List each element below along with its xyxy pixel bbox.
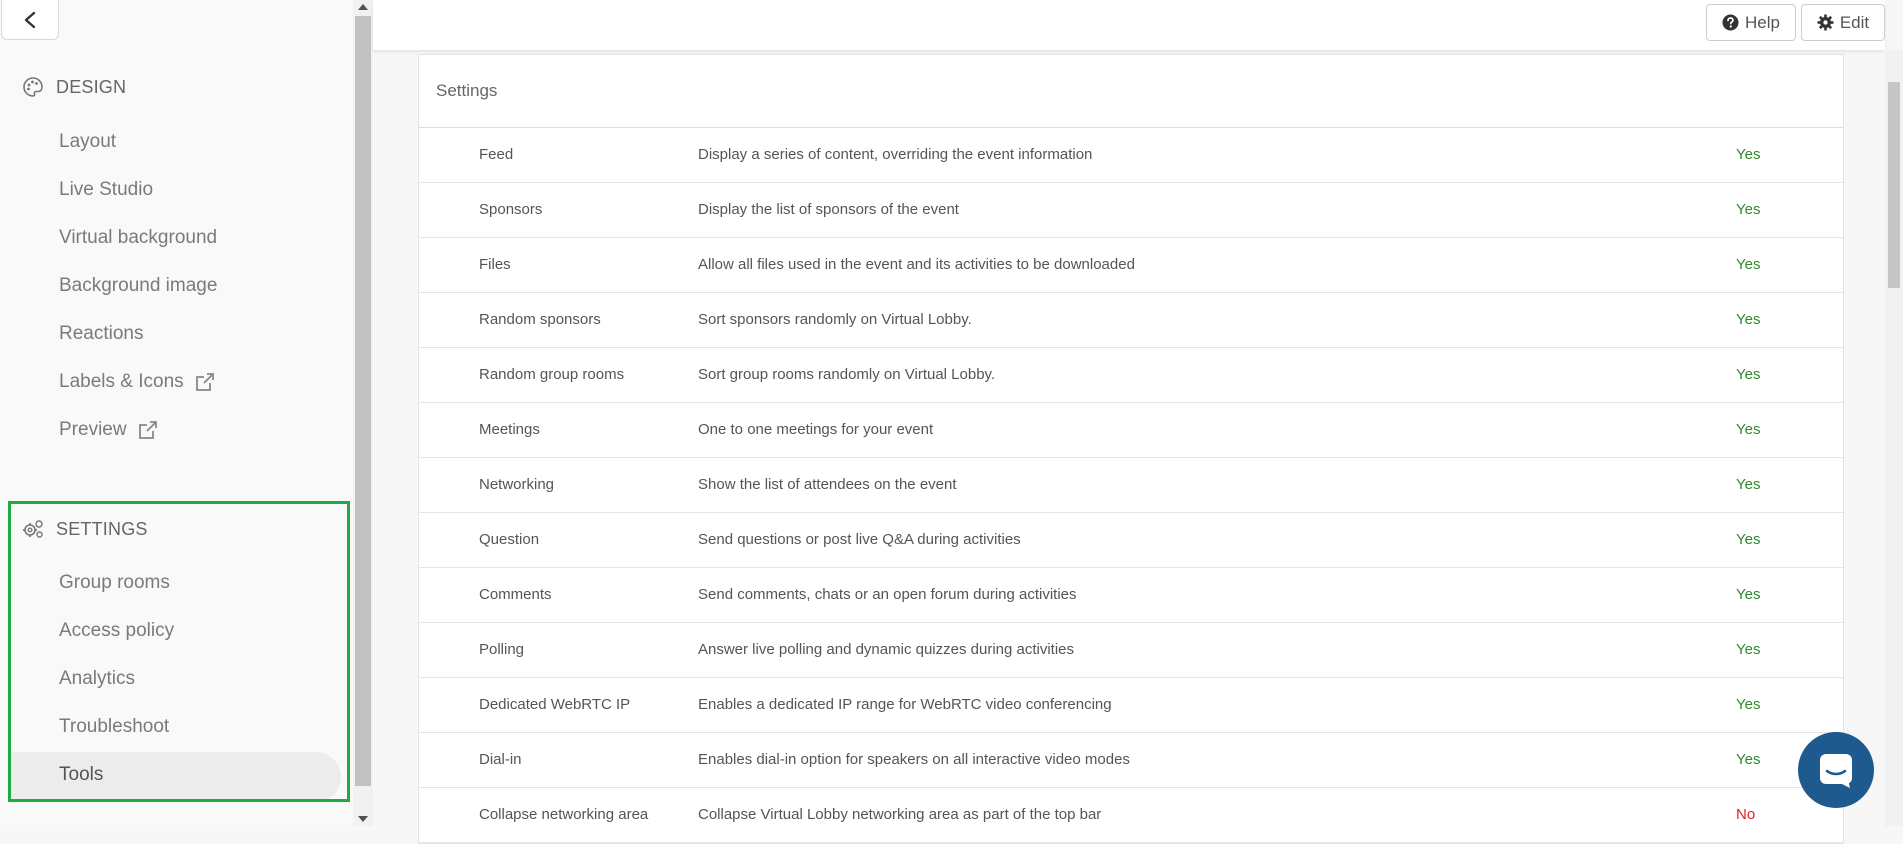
- setting-value: Yes: [1736, 146, 1761, 163]
- setting-value: Yes: [1736, 751, 1761, 768]
- setting-value: Yes: [1736, 421, 1761, 438]
- chat-bubble-icon: [1816, 750, 1856, 790]
- scrollbar-thumb[interactable]: [1888, 82, 1900, 288]
- sidebar-item-tools[interactable]: [59, 760, 103, 790]
- setting-name: Files: [479, 256, 511, 273]
- sidebar-item-labels-icons[interactable]: [59, 367, 216, 397]
- back-button[interactable]: [1, 0, 59, 40]
- table-row[interactable]: [419, 678, 1843, 733]
- setting-name: Sponsors: [479, 201, 543, 218]
- sidebar-item-live-studio[interactable]: [59, 175, 153, 205]
- setting-description: One to one meetings for your event: [698, 421, 934, 438]
- setting-value: Yes: [1736, 586, 1761, 603]
- setting-description: Allow all files used in the event and its activities to be downloaded: [698, 256, 1135, 273]
- setting-description: Enables dial-in option for speakers on all interactive video modes: [698, 751, 1130, 768]
- sidebar-item-virtual-background[interactable]: [59, 223, 217, 253]
- main-content: [373, 0, 1885, 826]
- setting-name: Comments: [479, 586, 552, 603]
- sidebar-item-background-image[interactable]: [59, 271, 217, 301]
- setting-name: Dial-in: [479, 751, 522, 768]
- setting-name: Random sponsors: [479, 311, 601, 328]
- setting-description: Send questions or post live Q&A during activities: [698, 531, 1021, 548]
- setting-name: Feed: [479, 146, 514, 163]
- setting-description: Enables a dedicated IP range for WebRTC video conferencing: [698, 696, 1112, 713]
- table-row[interactable]: [419, 458, 1843, 513]
- scroll-up-arrow-icon[interactable]: [358, 4, 368, 10]
- settings-card: [418, 54, 1844, 844]
- table-row[interactable]: [419, 238, 1843, 293]
- setting-name: Dedicated WebRTC IP: [479, 696, 631, 713]
- sidebar-item-label: Live Studio: [59, 179, 154, 200]
- table-row[interactable]: [419, 128, 1843, 183]
- setting-value: Yes: [1736, 366, 1761, 383]
- setting-name: Networking: [479, 476, 555, 493]
- sidebar-item-label: Analytics: [59, 668, 136, 689]
- setting-name: Question: [479, 531, 540, 548]
- sidebar: [0, 0, 353, 826]
- setting-description: Answer live polling and dynamic quizzes during activities: [698, 641, 1075, 658]
- setting-value: Yes: [1736, 696, 1761, 713]
- main-scrollbar[interactable]: [1885, 50, 1903, 826]
- sidebar-item-label: Virtual background: [59, 227, 218, 248]
- table-row[interactable]: [419, 403, 1843, 458]
- table-row[interactable]: [419, 568, 1843, 623]
- design-section-header: [22, 76, 126, 98]
- setting-name: Meetings: [479, 421, 540, 438]
- setting-description: Display the list of sponsors of the event: [698, 201, 959, 218]
- settings-table: [419, 128, 1843, 843]
- setting-description: Sort group rooms randomly on Virtual Lobby.: [698, 366, 996, 383]
- table-row[interactable]: [419, 733, 1843, 788]
- setting-description: Sort sponsors randomly on Virtual Lobby.: [698, 311, 972, 328]
- card-title: Settings: [419, 55, 1843, 128]
- sidebar-item-label: Background image: [59, 275, 218, 296]
- edit-label: Edit: [1839, 12, 1870, 32]
- setting-value: No: [1736, 806, 1756, 823]
- setting-description: Collapse Virtual Lobby networking area as part of the top bar: [698, 806, 1102, 823]
- sidebar-item-label: Labels & Icons: [59, 371, 184, 392]
- sidebar-item-label: Reactions: [59, 323, 144, 344]
- sidebar-item-label: Preview: [59, 419, 127, 440]
- edit-button[interactable]: [1801, 4, 1885, 41]
- top-bar: [373, 0, 1885, 50]
- table-row[interactable]: [419, 623, 1843, 678]
- table-row[interactable]: [419, 348, 1843, 403]
- setting-value: Yes: [1736, 201, 1761, 218]
- settings-section-header: [22, 518, 148, 540]
- setting-name: Collapse networking area: [479, 806, 649, 823]
- question-circle-icon: [1722, 14, 1739, 31]
- table-row[interactable]: [419, 293, 1843, 348]
- chat-launcher-button[interactable]: [1798, 732, 1874, 808]
- external-link-icon: [194, 371, 216, 393]
- setting-value: Yes: [1736, 641, 1761, 658]
- design-header-label: DESIGN: [56, 76, 127, 97]
- setting-description: Display a series of content, overriding the event information: [698, 146, 1093, 163]
- sidebar-item-label: Access policy: [59, 620, 175, 641]
- gears-icon: [22, 518, 44, 540]
- setting-value: Yes: [1736, 311, 1761, 328]
- table-row[interactable]: [419, 183, 1843, 238]
- sidebar-item-label: Layout: [59, 131, 117, 152]
- sidebar-scrollbar[interactable]: [353, 0, 373, 826]
- gear-icon: [1817, 14, 1834, 31]
- sidebar-item-analytics[interactable]: [59, 664, 135, 694]
- scroll-down-arrow-icon[interactable]: [358, 816, 368, 822]
- setting-description: Send comments, chats or an open forum during activities: [698, 586, 1077, 603]
- sidebar-item-group-rooms[interactable]: [59, 568, 170, 598]
- sidebar-item-troubleshoot[interactable]: [59, 712, 169, 742]
- palette-icon: [22, 76, 44, 98]
- sidebar-item-label: Tools: [59, 764, 104, 785]
- sidebar-item-layout[interactable]: [59, 127, 116, 157]
- setting-value: Yes: [1736, 256, 1761, 273]
- scrollbar-thumb[interactable]: [355, 16, 371, 786]
- sidebar-item-reactions[interactable]: [59, 319, 144, 349]
- setting-name: Random group rooms: [479, 366, 625, 383]
- setting-value: Yes: [1736, 531, 1761, 548]
- setting-name: Polling: [479, 641, 525, 658]
- sidebar-item-label: Group rooms: [59, 572, 170, 593]
- chevron-left-icon: [23, 11, 37, 29]
- setting-description: Show the list of attendees on the event: [698, 476, 957, 493]
- help-button[interactable]: [1706, 4, 1796, 41]
- external-link-icon: [137, 419, 159, 441]
- settings-header-label: SETTINGS: [56, 518, 148, 539]
- help-label: Help: [1745, 12, 1780, 32]
- sidebar-item-access-policy[interactable]: [59, 616, 174, 646]
- table-row[interactable]: [419, 788, 1843, 843]
- sidebar-item-label: Troubleshoot: [59, 716, 170, 737]
- sidebar-item-preview[interactable]: [59, 415, 159, 445]
- table-row[interactable]: [419, 513, 1843, 568]
- setting-value: Yes: [1736, 476, 1761, 493]
